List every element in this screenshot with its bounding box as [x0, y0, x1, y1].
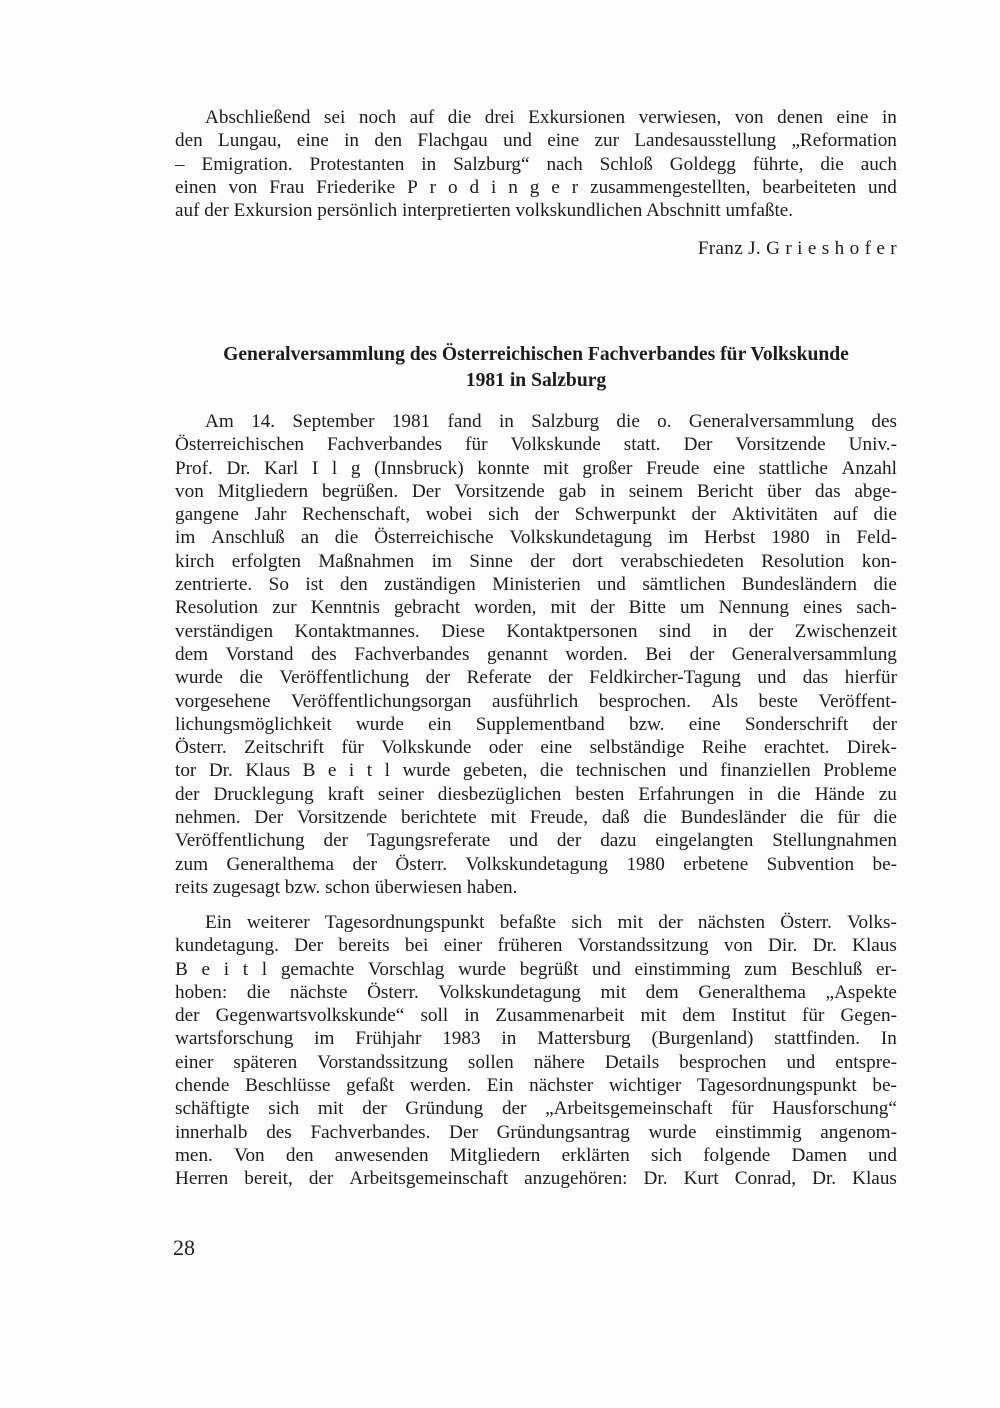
text-line: zum Generalthema der Österr. Volkskundetagung 1980 erbetene Subvention be- [175, 853, 897, 875]
text-line: zentrierte. So ist den zuständigen Ministerien und sämtlichen Bundesländern die [175, 574, 897, 596]
text-line: einen von Frau Friederike P r o d i n g e r zusammengestellten, bearbeiteten und [175, 176, 897, 198]
text-line: – Emigration. Protestanten in Salzburg“ nach Schloß Goldegg führte, die auch [175, 153, 897, 175]
text-line: hoben: die nächste Österr. Volkskundetagung mit dem Generalthema „Aspekte [175, 981, 897, 1003]
heading-line-1: Generalversammlung des Österreichischen Fachverbandes für Volkskunde [223, 344, 849, 365]
text-line: innerhalb des Fachverbandes. Der Gründungsantrag wurde einstimmig angenom- [175, 1121, 897, 1143]
text-line: Resolution zur Kenntnis gebracht worden, mit der Bitte um Nennung eines sach- [175, 597, 897, 619]
text-line: einer späteren Vorstandssitzung sollen nähere Details besprochen und entspre- [175, 1051, 897, 1073]
text-line: der Drucklegung kraft seiner diesbezüglichen besten Erfahrungen in die Hände zu [175, 783, 897, 805]
text-line: gangene Jahr Rechenschaft, wobei sich der Schwerpunkt der Aktivitäten auf die [175, 504, 897, 526]
text-line: wurde die Veröffentlichung der Referate der Feldkircher-Tagung und das hierfür [175, 667, 897, 689]
text-line: kirch erfolgten Maßnahmen im Sinne der dort verabschiedeten Resolution kon- [175, 550, 897, 572]
text-line: tor Dr. Klaus B e i t l wurde gebeten, die technischen und finanziellen Probleme [175, 760, 897, 782]
report-paragraph-2 [175, 911, 897, 1191]
text-line: Am 14. September 1981 fand in Salzburg die o. Generalversammlung des [205, 411, 897, 432]
text-line: nehmen. Der Vorsitzende berichtete mit Freude, daß die Bundesländer die für die [175, 807, 897, 829]
text-line: verständigen Kontaktmannes. Diese Kontaktpersonen sind in der Zwischenzeit [175, 620, 897, 642]
text-line: schäftigte sich mit der Gründung der „Arbeitsgemeinschaft für Hausforschung“ [175, 1098, 897, 1120]
text-line: men. Von den anwesenden Mitgliedern erklärten sich folgende Damen und [175, 1144, 897, 1166]
intro-paragraph [175, 106, 897, 222]
report-paragraph-1 [175, 410, 897, 899]
text-line: den Lungau, eine in den Flachgau und eine zur Landesausstellung „Reformation [175, 130, 897, 152]
text-line: Abschließend sei noch auf die drei Exkursionen verwiesen, von denen eine in [205, 107, 897, 128]
text-line: Österr. Zeitschrift für Volkskunde oder eine selbständige Reihe erachtet. Direk- [175, 737, 897, 759]
text-line: reits zugesagt bzw. schon überwiesen haben. [175, 876, 518, 898]
text-line: Prof. Dr. Karl I l g (Innsbruck) konnte mit großer Freude eine stattliche Anzahl [175, 457, 897, 479]
text-line: im Anschluß an die Österreichische Volkskundetagung im Herbst 1980 in Feld- [175, 527, 897, 549]
text-line: Österreichischen Fachverbandes für Volkskunde statt. Der Vorsitzende Univ.- [175, 434, 897, 456]
section-heading [175, 342, 897, 394]
text-line: wartsforschung im Frühjahr 1983 in Mattersburg (Burgenland) stattfinden. In [175, 1028, 897, 1050]
text-line: von Mitgliedern begrüßen. Der Vorsitzende gab in seinem Bericht über das abge- [175, 480, 897, 502]
text-line: Veröffentlichung der Tagungsreferate und der dazu eingelangten Stellungnahmen [175, 830, 897, 852]
page-number: 28 [173, 1235, 195, 1260]
text-line: dem Vorstand des Fachverbandes genannt worden. Bei der Generalversammlung [175, 643, 897, 665]
text-line: Ein weiterer Tagesordnungspunkt befaßte sich mit der nächsten Österr. Volks- [205, 912, 897, 933]
text-line: chende Beschlüsse gefaßt werden. Ein nächster wichtiger Tagesordnungspunkt be- [175, 1075, 897, 1097]
text-line: der Gegenwartsvolkskunde“ soll in Zusammenarbeit mit dem Institut für Gegen- [175, 1005, 897, 1027]
text-line: vorgesehene Veröffentlichungsorgan ausführlich besprochen. Als beste Veröffent- [175, 690, 897, 712]
heading-line-2: 1981 in Salzburg [465, 370, 607, 391]
text-line: kundetagung. Der bereits bei einer früheren Vorstandssitzung von Dir. Dr. Klaus [175, 935, 897, 957]
text-line: lichungsmöglichkeit wurde ein Supplementband bzw. eine Sonderschrift der [175, 713, 897, 735]
author-signature: Franz J. G r i e s h o f e r [697, 238, 897, 259]
text-line: auf der Exkursion persönlich interpretierten volkskundlichen Abschnitt umfaßte. [175, 200, 794, 222]
text-line: Herren bereit, der Arbeitsgemeinschaft anzugehören: Dr. Kurt Conrad, Dr. Klaus [175, 1168, 897, 1190]
text-line: B e i t l gemachte Vorschlag wurde begrüßt und einstimming zum Beschluß er- [175, 958, 897, 980]
